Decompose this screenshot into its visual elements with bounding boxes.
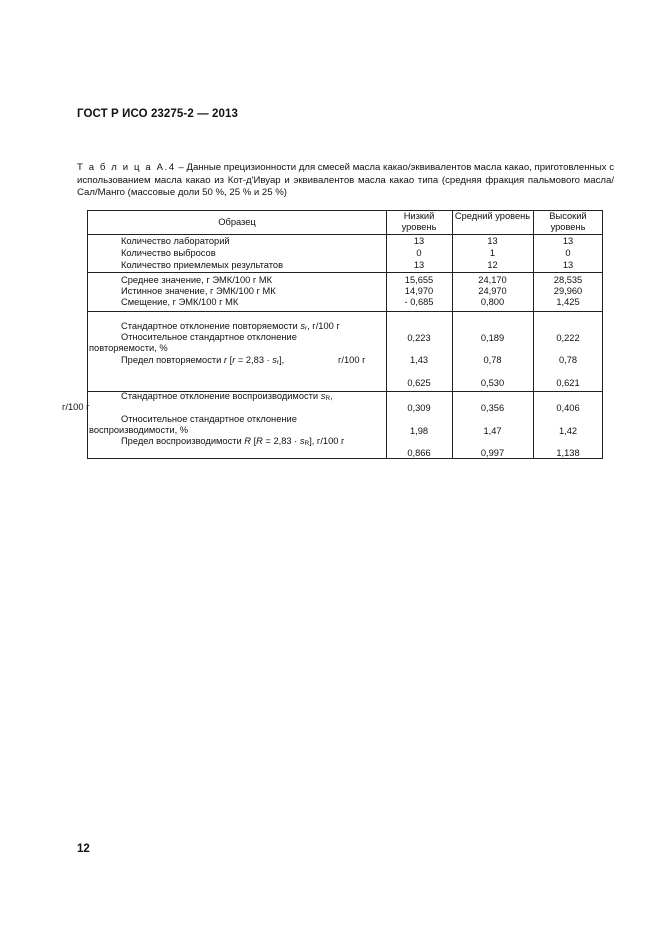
cell-accepted-low: 13 [413,260,425,270]
row-label-repeatability-sd: Стандартное отклонение повторяемости $s_r$, г/100 г [121,321,340,332]
cell-repeat-limit-high: 0,621 [556,378,580,388]
cell-repro-sd-low: 0,309 [407,403,431,413]
cell-repeat-rsd-medium: 0,78 [483,355,502,365]
cell-repeat-rsd-high: 0,78 [558,355,578,365]
cell-repeat-sd-low: 0,223 [407,333,431,343]
header-sample: Образец [218,217,256,227]
cell-mean-high: 28,535 [553,275,583,285]
cell-outliers-high: 0 [565,248,571,258]
cell-repro-limit-high: 1,138 [556,448,580,458]
cell-repro-limit-medium: 0,997 [480,448,505,458]
row-label-reproducibility-sd-unit: г/100 г [62,402,90,412]
cell-mean-low: 15,655 [404,275,434,285]
cell-true-value-medium: 24,970 [478,286,507,296]
cell-mean-medium: 24,170 [478,275,507,285]
header-low-level: Низкий уровень [401,211,437,232]
cell-repro-rsd-low: 1,98 [409,426,429,436]
row-label-accepted: Количество приемлемых результатов [121,260,284,270]
row-label-reproducibility-rsd: Относительное стандартное отклонение [121,414,297,424]
cell-true-value-low: 14,970 [404,286,434,296]
cell-true-value-high: 29,960 [553,286,583,296]
precision-data-table [62,210,603,459]
cell-bias-low: - 0,685 [404,297,434,307]
cell-repro-rsd-medium: 1,47 [483,426,502,436]
header-medium-level: Средний уровень [454,211,531,221]
cell-repeat-limit-medium: 0,530 [480,378,505,388]
table-caption-prefix: Т а б л и ц а А.4 [77,162,176,173]
cell-accepted-medium: 12 [487,260,498,270]
header-high-level: Высокий уровень [549,211,587,232]
row-label-outliers: Количество выбросов [121,248,216,258]
cell-accepted-high: 13 [562,260,574,270]
cell-outliers-low: 0 [416,248,422,258]
cell-repeat-limit-low: 0,625 [407,378,431,388]
cell-repeat-sd-high: 0,222 [556,333,580,343]
cell-repeat-rsd-low: 1,43 [409,355,429,365]
row-label-reproducibility-sd: Стандартное отклонение воспроизводимости $s_R$, [121,391,333,402]
row-label-true-value: Истинное значение, г ЭМК/100 г МК [121,286,276,296]
page-number: 12 [77,843,90,855]
row-divider [88,234,602,235]
cell-repro-rsd-high: 1,42 [558,426,578,436]
row-label-repeatability-unit: г/100 г [338,355,366,365]
row-label-reproducibility-rsd-cont: воспроизводимости, % [89,425,188,435]
row-divider [88,272,602,273]
cell-labs-low: 13 [413,236,425,246]
table-caption-text: – Данные прецизионности для смесей масла какао/эквивалентов масла какао, приготовленных с использованием масла какао из Кот-д'Ивуар и эквивалентов масла какао типа (средняя фракция пальмового масла/Сал/Манго (массовые доли 50 %, 25 % и 25 %) [77,162,614,199]
cell-repeat-sd-medium: 0,189 [480,333,505,343]
cell-repro-sd-high: 0,406 [556,403,580,413]
cell-repro-sd-medium: 0,356 [480,403,505,413]
row-label-reproducibility-limit: Предел воспроизводимости R $[R = 2,83 \cdot s_R]$, г/100 г [121,436,345,447]
row-label-repeatability-limit: Предел повторяемости r $[r = 2,83 \cdot s_r]$, [121,355,285,366]
cell-bias-high: 1,425 [556,297,580,307]
row-divider [88,311,602,312]
cell-repro-limit-low: 0,866 [407,448,431,458]
document-header: ГОСТ Р ИСО 23275-2 — 2013 [77,108,239,120]
row-label-labs: Количество лабораторий [121,236,230,246]
cell-labs-medium: 13 [487,236,498,246]
row-label-bias: Смещение, г ЭМК/100 г МК [121,297,239,307]
row-label-repeatability-rsd-cont: повторяемости, % [89,343,168,353]
row-label-repeatability-rsd: Относительное стандартное отклонение [121,332,297,342]
row-label-mean: Среднее значение, г ЭМК/100 г МК [121,275,273,285]
cell-outliers-medium: 1 [489,248,496,258]
cell-bias-medium: 0,800 [480,297,505,307]
table-caption [77,162,614,200]
cell-labs-high: 13 [562,236,574,246]
